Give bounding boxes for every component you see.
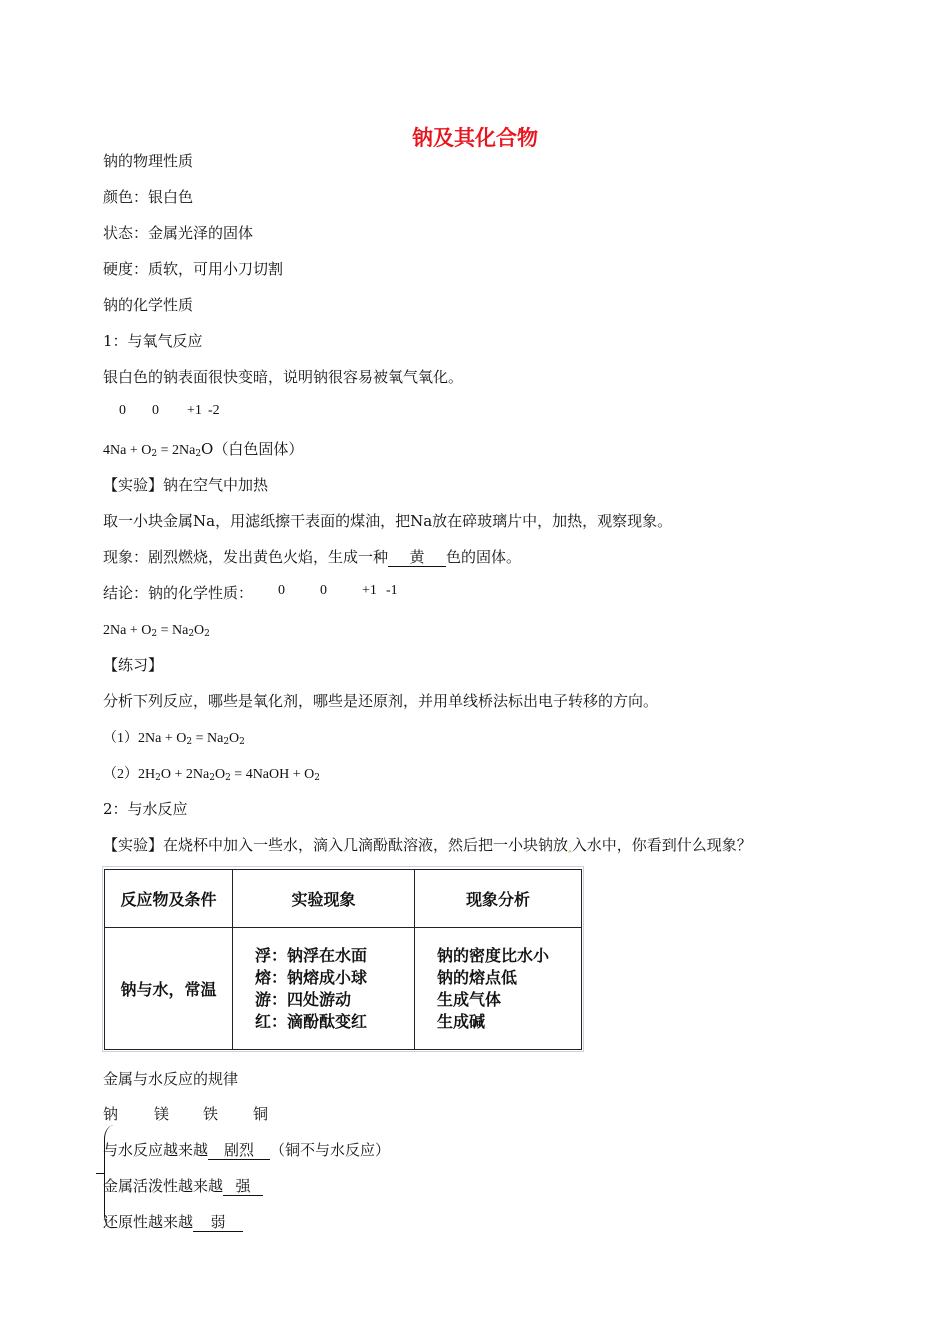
practice-question-1: $(1)2Na + O_2 = Na_2O_2$ — [103, 731, 245, 747]
answer-blank: 剧烈 — [208, 1142, 270, 1160]
equation-na2o: $4Na + O_2 = 2Na_2O$（白色固体） — [103, 440, 304, 459]
oxidation-number: -1 — [386, 583, 398, 598]
metal-name: 钠 — [103, 1105, 119, 1123]
table-condition-cell: 钠与水，常温 — [105, 928, 233, 1050]
metal-name: 镁 — [154, 1105, 170, 1123]
page-title: 钠及其化合物 — [412, 126, 538, 150]
table-header: 实验现象 — [233, 870, 415, 928]
chemical-heading: 钠的化学性质 — [103, 296, 194, 314]
insert-caret-icon: ‸ — [568, 840, 572, 853]
phenomenon-item: 红：滴酚酞变红 — [255, 1011, 368, 1031]
table-analysis-cell — [415, 928, 582, 1050]
practice-instruction: 分析下列反应，哪些是氧化剂，哪些是还原剂，并用单线桥法标出电子转移的方向。 — [103, 692, 659, 710]
analysis-item: 生成碱 — [437, 1011, 486, 1031]
analysis-item: 钠的密度比水小 — [437, 945, 550, 965]
conclusion-label: 结论：钠的化学性质： — [103, 584, 254, 602]
physical-color: 颜色：银白色 — [103, 188, 194, 206]
practice-question-2: $(2)2H_2O + 2Na_2O_2$ = 4NaOH + $O_2$ — [103, 767, 320, 783]
oxidation-number: 0 — [119, 403, 126, 418]
rule-line-reducibility: 还原性越来越 弱 — [103, 1212, 243, 1232]
answer-blank: 强 — [223, 1178, 263, 1196]
water-experiment: 【实验】在烧杯中加入一些水，滴入几滴酚酞溶液，然后把一小块钠放‸入水中，你看到什么现象？ — [103, 836, 752, 854]
physical-state: 状态：金属光泽的固体 — [103, 224, 254, 242]
table-phenomena-cell — [233, 928, 415, 1050]
rule-heading: 金属与水反应的规律 — [103, 1070, 239, 1088]
experiment-table — [104, 869, 582, 1050]
phenomenon-item: 浮：钠浮在水面 — [255, 945, 368, 965]
experiment-1-procedure: 取一小块金属Na，用滤纸擦干表面的煤油，把Na放在碎玻璃片中，加热，观察现象。 — [103, 512, 673, 530]
physical-hardness: 硬度：质软，可用小刀切割 — [103, 260, 284, 278]
phenomenon-item: 熔：钠熔成小球 — [255, 967, 368, 987]
analysis-item: 生成气体 — [437, 989, 502, 1009]
oxidation-number: +1 — [187, 403, 202, 418]
rule-line-reactivity: 与水反应越来越 剧烈 （铜不与水反应） — [103, 1141, 391, 1159]
answer-blank: 黄 — [388, 549, 446, 567]
table-header: 现象分析 — [415, 870, 582, 928]
equation-na2o2: $2Na + O_2 = Na_2O_2$ — [103, 623, 210, 639]
table-header: 反应物及条件 — [105, 870, 233, 928]
experiment-1-label: 【实验】钠在空气中加热 — [103, 476, 269, 494]
oxidation-number: 0 — [152, 403, 159, 418]
water-heading: 2：与水反应 — [103, 800, 188, 818]
answer-blank: 弱 — [193, 1214, 243, 1232]
practice-label: 【练习】 — [103, 656, 164, 674]
physical-heading: 钠的物理性质 — [103, 152, 194, 170]
metal-name: 铜 — [253, 1105, 269, 1123]
phenomenon-item: 游：四处游动 — [255, 989, 352, 1009]
oxidation-number: -2 — [208, 403, 220, 418]
oxygen-description: 银白色的钠表面很快变暗，说明钠很容易被氧气氧化。 — [103, 368, 464, 386]
oxidation-number: 0 — [320, 583, 327, 598]
rule-line-activity: 金属活泼性越来越 强 — [103, 1176, 263, 1196]
metal-name: 铁 — [203, 1105, 219, 1123]
oxygen-heading: 1：与氧气反应 — [103, 332, 203, 350]
oxidation-number: 0 — [278, 583, 285, 598]
oxidation-number: +1 — [362, 583, 377, 598]
analysis-item: 钠的熔点低 — [437, 967, 518, 987]
experiment-1-phenomenon: 现象：剧烈燃烧，发出黄色火焰，生成一种 黄 色的固体。 — [103, 548, 522, 566]
